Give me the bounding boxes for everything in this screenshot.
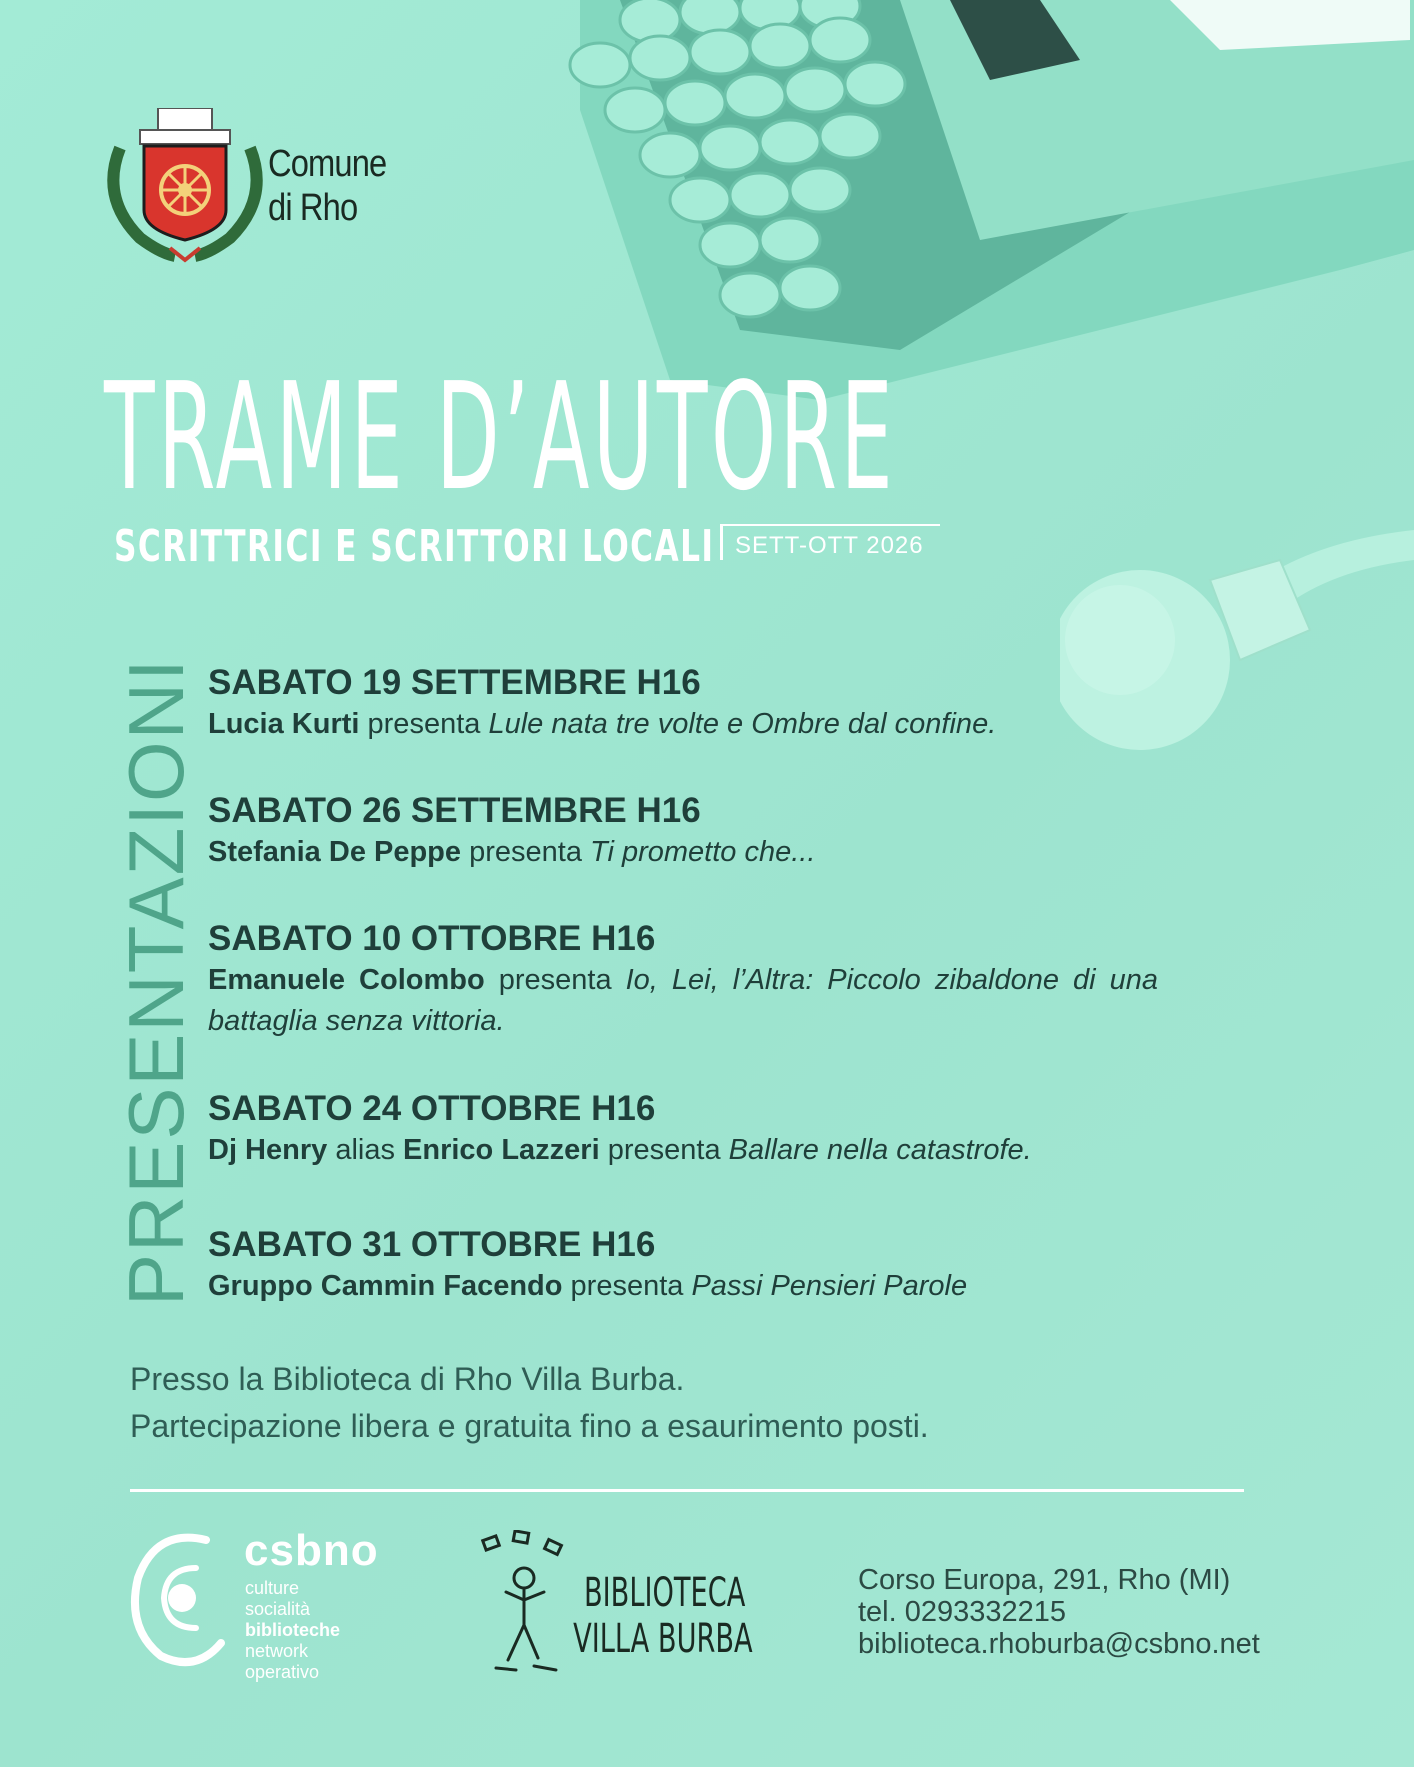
csbno-tagline-word: network [245,1641,309,1661]
library-line-2: VILLA BURBA [573,1616,753,1662]
poster-subtitle: SCRITTRICI E SCRITTORI LOCALI [114,521,715,572]
event-alias: alias [327,1134,404,1166]
event-author-2: Enrico Lazzeri [403,1134,600,1166]
logo-line-1: Comune [268,143,387,185]
event-book-title: Passi Pensieri Parole [691,1270,968,1302]
event-date: SABATO 10 OTTOBRE H16 [208,919,656,958]
event-description [208,1266,1208,1307]
event-item [208,1088,1208,1194]
email-text: biblioteca.rhoburba@csbno.net [858,1628,1260,1660]
event-verb: presenta [599,1134,729,1166]
event-date: SABATO 26 SETTEMBRE H16 [208,791,701,830]
poster-title: TRAME D’AUTORE [104,351,897,523]
event-book-title: Ti prometto che... [590,836,816,868]
event-verb: presenta [461,836,591,868]
phone-text: tel. 0293332215 [858,1596,1067,1628]
library-line-1: BIBLIOTECA [584,1570,746,1616]
event-item [208,790,1208,888]
events-list [208,662,1208,1337]
event-item [208,662,1208,760]
event-author: Lucia Kurti [208,708,360,740]
villa-burba-logo-text [573,1570,753,1662]
event-book-title: Io, Lei, l’Altra: Piccolo zibaldone di una battaglia senza vittoria. [208,964,1159,1037]
event-date: SABATO 31 OTTOBRE H16 [208,1225,656,1264]
event-author: Emanuele Colombo [208,964,485,996]
event-item [208,1224,1208,1307]
typewriter-illustration [520,0,1414,400]
period-badge: SETT-OTT 2026 [720,524,940,560]
event-book-title: Ballare nella catastrofe. [728,1134,1032,1166]
csbno-tagline-word: biblioteche [245,1620,341,1640]
csbno-logo-icon [126,1528,236,1668]
footer-divider [130,1489,1244,1492]
csbno-tagline-word: operativo [245,1662,320,1682]
event-description [208,1130,1208,1171]
csbno-tagline-word: socialità [245,1599,311,1619]
comune-di-rho-logo-text [268,142,406,230]
event-date: SABATO 24 OTTOBRE H16 [208,1089,656,1128]
section-label-vertical: PRESENTAZIONI [112,657,200,1306]
event-author: Dj Henry [208,1134,328,1166]
event-author: Stefania De Peppe [208,836,462,868]
event-verb: presenta [359,708,489,740]
csbno-name: csbno [244,1526,379,1575]
address-text: Corso Europa, 291, Rho (MI) [858,1564,1231,1596]
event-verb: presenta [562,1270,692,1302]
event-description [208,704,1208,745]
logo-line-2: di Rho [268,187,358,229]
event-author: Gruppo Cammin Facendo [208,1270,563,1302]
csbno-tagline-word: culture [245,1578,300,1598]
event-verb: presenta [484,964,626,996]
csbno-tagline [245,1578,340,1683]
venue-info [130,1356,1280,1450]
contact-info [858,1564,1260,1660]
event-book-title: Lule nata tre volte e Ombre dal confine. [488,708,997,740]
event-item [208,918,1208,1058]
venue-line: Presso la Biblioteca di Rho Villa Burba. [130,1361,685,1397]
villa-burba-figure-icon [476,1530,586,1680]
event-date: SABATO 19 SETTEMBRE H16 [208,663,701,702]
event-description [208,960,1158,1042]
comune-di-rho-crest-icon [100,108,270,268]
participation-line: Partecipazione libera e gratuita fino a esaurimento posti. [130,1408,929,1444]
event-description [208,832,1208,873]
